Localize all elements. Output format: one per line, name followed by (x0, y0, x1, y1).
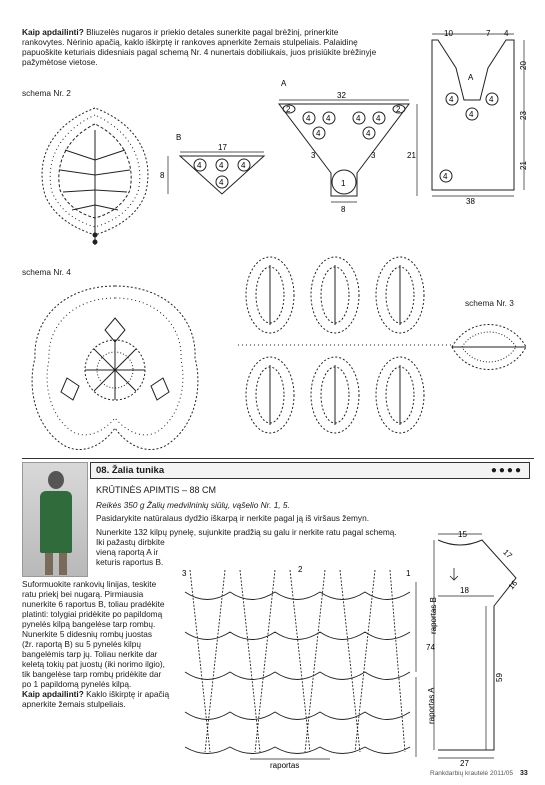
model-leg-left (45, 553, 53, 575)
finish-text: Kaklo iškirptę ir apačią (83, 689, 170, 699)
size-heading: KRŪTINĖS APIMTIS – 88 CM (96, 485, 217, 495)
intro-line-4: pažymėtose vietose. (22, 57, 98, 67)
chart-mid-label: 2 (298, 565, 303, 574)
bodice-diagram (428, 28, 533, 208)
pattern-hem: 27 (460, 759, 469, 768)
schema-3-label: schema Nr. 3 (465, 298, 514, 308)
column-line-5: pynelės kilpą bangelėse tarp rombų. (22, 619, 156, 629)
column-line-11: po 1 papildomą pynelės kilpą. (22, 679, 132, 689)
piece-b-width: 17 (218, 143, 227, 152)
pattern-side: 59 (495, 673, 504, 682)
column-line-4: platinti: tolygiai pridėkite po papildomą (22, 609, 163, 619)
bodice-top-left: 10 (444, 29, 453, 38)
piece-a-letter: A (281, 79, 287, 88)
piece-a-motif-4: 4 (376, 114, 381, 123)
intro-paragraph (22, 27, 402, 67)
column-line-2: ratu priekį bei nugarą. Pirmiausia (22, 589, 144, 599)
pattern-sleeve-top: 17 (501, 547, 514, 561)
pattern-top-left: 15 (458, 530, 467, 539)
bodice-motif-2: 4 (489, 95, 494, 104)
piece-a-motif-2: 4 (326, 114, 331, 123)
column-line-1: Suformuokite rankovių linijas, teskite (22, 579, 157, 589)
ellipse-motif-pattern (230, 255, 460, 450)
piece-b-diagram (160, 128, 270, 198)
piece-a-center: 1 (341, 179, 346, 188)
piece-a-bottom: 8 (341, 205, 346, 214)
model-photo (22, 462, 88, 577)
intro-line-1: Bliuzelės nugaros ir priekio detales sunerkite pagal brėžinį, prinerkite (83, 27, 339, 37)
piece-b-motif-2: 4 (219, 161, 224, 170)
bodice-top-mid: 7 (486, 29, 491, 38)
finish-lead: Kaip apdailinti? (22, 689, 84, 699)
bodice-letter: A (468, 73, 474, 82)
piece-b-letter: B (176, 133, 182, 142)
model-leg-right (59, 553, 67, 575)
chart-raportas-b-label: raportas B (429, 597, 438, 634)
bodice-motif-4: 4 (443, 172, 448, 181)
footer-source: Rankdarbių krautelė 2011/05 (430, 770, 513, 777)
chart-one-label: 1 (406, 569, 411, 578)
bodice-bottom: 38 (466, 197, 475, 206)
instructions-p1: Pasidarykite natūralaus dydžio iškarpą ir nerkite pagal ją iš viršaus žemyn. (96, 513, 369, 523)
chart-raportas-label: raportas (270, 761, 300, 770)
page-number: 33 (520, 770, 528, 777)
section-header-bar (90, 462, 530, 479)
intro-lead: Kaip apdailinti? (22, 27, 84, 37)
column-line-3: nunerkite 6 raportus B, toliau pradėkite (22, 599, 165, 609)
instructions-p2 (96, 527, 426, 567)
schema-4-label: schema Nr. 4 (22, 267, 71, 277)
column-line-8: bangelėmis tarp jų. Toliau nerkite dar (22, 649, 158, 659)
model-tunic (40, 491, 72, 553)
difficulty-icons: ●●●● (490, 465, 523, 476)
yarn-text: Reikės 350 g Žalių medvilninių siūlų, vąšelio Nr. 1, 5. (96, 500, 290, 510)
schema-4-clover-diagram (25, 278, 205, 456)
piece-a-side-left: 3 (311, 151, 316, 160)
schema-2-leaf-diagram (30, 100, 160, 250)
piece-a-edge-left: 2 (286, 105, 291, 114)
bodice-top-right: 4 (504, 29, 509, 38)
finish-text-2: apnerkite žemais stulpeliais. (22, 699, 126, 709)
column-line-6: Nunerkite 5 didesnių rombų juostas (22, 629, 153, 639)
instructions-p2-line-b: Iki pažastų dirbkite (96, 537, 165, 547)
section-title: 08. Žalia tunika (96, 465, 165, 476)
column-line-7: (žr. raportą B) su 5 pynelės kilpų (22, 639, 141, 649)
piece-b-motif-1: 4 (197, 161, 202, 170)
piece-a-diagram (275, 78, 420, 218)
piece-a-motif-1: 4 (306, 114, 311, 123)
intro-line-2: rankovytes. Nėrinio apačią, kaklo iškirptę ir rankoves apnerkite žemais stulpeliais. Palaidinę (22, 37, 358, 47)
piece-a-edge-right: 2 (396, 105, 401, 114)
piece-a-height: 21 (407, 151, 416, 160)
bodice-motif-1: 4 (449, 95, 454, 104)
piece-a-motif-6: 4 (366, 129, 371, 138)
piece-a-width: 32 (337, 91, 346, 100)
piece-a-motif-5: 4 (316, 129, 321, 138)
bodice-h1: 20 (519, 61, 528, 70)
column-line-10: tik bangelėse tarp rombų pridėkite dar (22, 669, 162, 679)
size-pattern-diagram (426, 528, 530, 768)
pattern-sleeve-side: 16 (506, 578, 520, 592)
instructions-p2-line-a: Nunerkite 132 kilpų pynelę, sujunkite pradžią su galu ir nerkite ratu pagal schemą. (96, 527, 397, 537)
instructions-p2-line-c: vieną raportą A ir (96, 547, 159, 557)
bodice-h2: 23 (519, 111, 528, 120)
schema-2-label: schema Nr. 2 (22, 88, 71, 98)
bodice-motif-3: 4 (469, 110, 474, 119)
piece-b-height: 8 (160, 171, 165, 180)
chart-raportas-a-label: raportas A (427, 687, 436, 724)
column-line-9: keletą tokių pat juostų (iki norimo ilgio), (22, 659, 165, 669)
bodice-h3: 21 (519, 161, 528, 170)
piece-b-motif-4: 4 (219, 178, 224, 187)
instructions-p2-line-d: keturis raportus B. (96, 557, 164, 567)
chart-start-label: 3 (182, 569, 187, 578)
schema-3-diagram (448, 312, 530, 382)
model-head (48, 471, 64, 489)
pattern-length: 74 (426, 643, 435, 652)
piece-a-side-right: 3 (371, 151, 376, 160)
piece-a-motif-3: 4 (356, 114, 361, 123)
instructions-column (22, 579, 190, 709)
section-divider (22, 458, 534, 459)
direction-arrow-icon (450, 568, 458, 580)
piece-b-motif-3: 4 (241, 161, 246, 170)
intro-line-3: papuoškite keturiais didesniais pagal schemą Nr. 4 nunertais dobiliukais, juos prisiūkite brėžinyje (22, 47, 377, 57)
pattern-chest: 18 (460, 586, 469, 595)
